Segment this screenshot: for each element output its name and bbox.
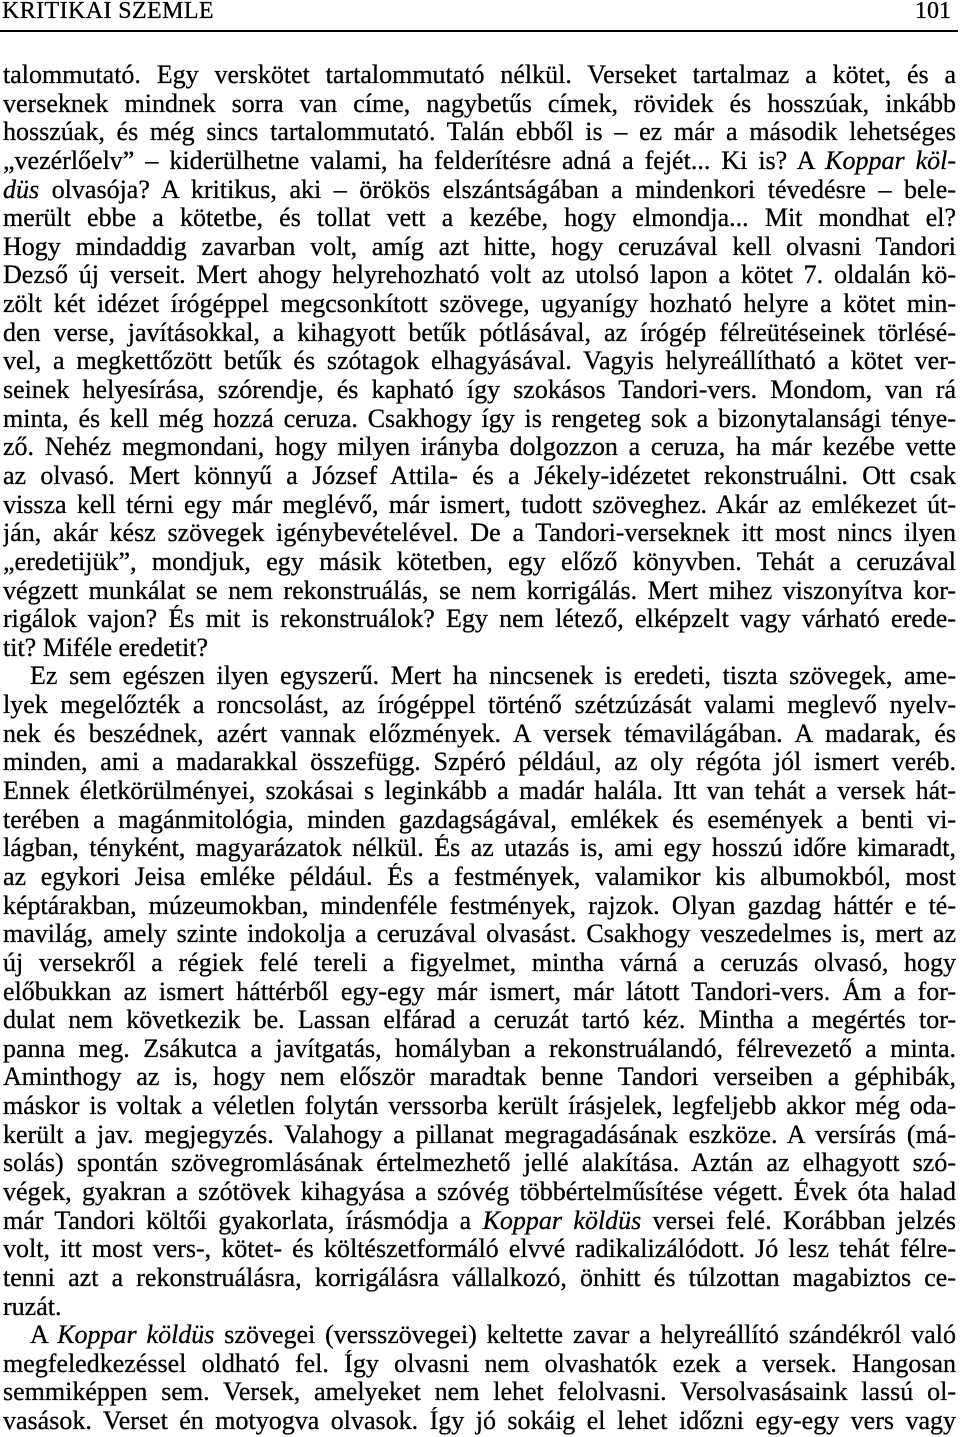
text-run: lyek megelőzték a roncsolást, az írógéppel történő szétzúzását valami meglevő nyelv- [3,691,956,720]
text-line [3,1035,956,1064]
text-run: minden, ami a madarakkal összefügg. Szpéró például, az oly régóta jól ismert veréb. [3,748,956,777]
text-run: már Tandori költői gyakorlata, írásmódja a [3,1206,483,1235]
page-header [0,0,960,34]
text-run: Aminthogy az is, hogy nem először maradtak benne Tandori verseiben a géphibák, [3,1063,956,1092]
text-line [3,806,956,835]
text-line [3,892,956,921]
text-run: dulat nem következik be. Lassan elfárad a ceruzát tartó kéz. Mintha a megértés tor- [3,1006,956,1035]
text-line [3,777,956,806]
text-line [3,1178,956,1207]
text-run: zölt két idézet írógéppel megcsonkított szövege, ugyanígy hozható helyre a kötet min- [3,290,956,319]
text-line [3,1121,956,1150]
text-run: A [30,1321,58,1350]
text-line [3,462,956,491]
text-line [3,347,956,376]
text-line [3,290,956,319]
text-line [3,691,956,720]
text-run: den verse, javításokkal, a kihagyott betűk pótlásával, az írógép félreütéseinek törlésé- [3,318,956,347]
text-run: vissza kell térni egy már meglévő, már ismert, tudott szöveghez. Akár az emlékezet út- [3,490,956,519]
text-run: olvasója? A kritikus, aki – örökös elszántságában a mindenkori tévedésre – bele- [39,175,956,204]
text-run: versei felé. Korábban jelzés [641,1206,956,1235]
text-run: tit? Miféle eredetit? [3,633,209,662]
text-run: új versekről a régiek felé tereli a figyelmet, mintha várná a ceruzás olvasó, hogy [3,948,956,977]
text-run: talommutató. Egy verskötet tartalommutató nélkül. Verseket tartalmaz a kötet, és a [3,61,956,89]
text-line [3,1149,956,1178]
text-line [3,920,956,949]
text-line [3,548,956,577]
text-line [3,720,956,749]
text-run: merült ebbe a kötetbe, és tollat vett a kezébe, hogy elmondja... Mit mondhat el? [3,204,956,233]
text-line [3,376,956,405]
text-line [3,1207,956,1236]
page-number: 101 [915,0,951,24]
text-run: ruzát. [3,1292,62,1321]
text-line [3,118,956,147]
text-run: „vezérlőelv” – kiderülhetne valami, ha felderítésre adná a fejét... Ki is? A [3,146,826,175]
text-line [3,662,956,691]
text-line [3,1264,956,1293]
text-run: képtárakban, múzeumokban, mindenféle festmények, rajzok. Olyan gazdag háttér e té- [3,891,956,920]
book-title: Koppar köldüs [482,1206,642,1235]
article-body [3,61,956,1436]
text-line [3,1092,956,1121]
text-line [3,261,956,290]
text-line [3,834,956,863]
book-title: Koppar köl- [825,146,956,175]
text-line [3,949,956,978]
text-run: nek és beszédnek, azért vannak előzmények. A versek témavilágában. A madarak, és [3,719,956,748]
text-run: solás) spontán szövegromlásának értelmezhető jellé alakítása. Aztán az elhagyott szó- [3,1149,956,1178]
text-run: vasások. Verset én motyogva olvasok. Így jó sokáig el lehet időzni egy-egy vers vagy [3,1407,956,1436]
text-run: ján, akár kész szövegek igénybevételével. De a Tandori-verseknek itt most nincs ilyen [3,519,956,548]
text-run: Hogy mindaddig zavarban volt, amíg azt hitte, hogy ceruzával kell olvasni Tandori [3,232,956,261]
text-run: végzett munkálat se nem rekonstruálás, se nem korrigálás. Mert mihez viszonyítva kor- [3,576,956,605]
text-line [3,978,956,1007]
text-run: hosszúak, és még sincs tartalommutató. Talán ebből is – ez már a második lehetséges [3,118,956,147]
text-run: Ennek életkörülményei, szokásai s leginkább a madár halála. Itt van tehát a versek hát- [3,777,956,806]
text-run: az egykori Jeisa emléke például. És a festmények, valamikor kis albumokból, most [3,862,956,891]
text-line [3,176,956,205]
paragraph [3,662,956,1321]
text-line [3,1006,956,1035]
text-line [3,634,956,663]
text-line [3,204,956,233]
text-run: vel, a megkettőzött betűk és szótagok elhagyásával. Vagyis helyreállítható a kötet ver- [3,347,956,376]
text-line [3,748,956,777]
text-line [3,405,956,434]
text-run: Ez sem egészen ilyen egyszerű. Mert ha nincsenek is eredeti, tiszta szövegek, ame- [30,662,956,691]
paragraph [3,61,956,662]
paragraph [3,1321,956,1436]
text-line [3,1235,956,1264]
running-head-title: KRITIKAI SZEMLE [2,0,214,24]
text-line [3,1321,956,1350]
text-line [3,433,956,462]
text-run: előbukkan az ismert háttérből egy-egy már ismert, már látott Tandori-vers. Ám a for- [3,977,956,1006]
text-run: Dezső új verseit. Mert ahogy helyrehozható volt az utolsó lapon a kötet 7. oldalán kö- [3,261,956,290]
text-run: máskor is voltak a véletlen folytán verssorba került írásjelek, legfeljebb akkor még oda- [3,1092,956,1121]
text-run: panna meg. Zsákutca a javítgatás, homályban a rekonstruálandó, félrevezető a minta. [3,1034,956,1063]
text-run: rigálok vajon? És mit is rekonstruálok? Egy nem létező, elképzelt vagy várható erede- [3,605,956,634]
text-line [3,491,956,520]
text-run: megfeledkezéssel oldható fel. Így olvasni nem olvashatók ezek a versek. Hangosan [3,1349,956,1378]
text-line [3,605,956,634]
text-run: végek, gyakran a szótövek kihagyása a szóvég többértelműsítése végett. Évek óta halad [3,1177,956,1206]
text-run: szövegei (versszövegei) keltette zavar a helyreállító szándékról való [214,1321,956,1350]
text-run: mavilág, amely szinte indokolja a ceruzával olvasást. Csakhogy veszedelmes is, mert az [3,920,956,949]
text-run: tenni azt a rekonstruálásra, korrigálásra vállalkozó, önhitt és túlzottan magabiztos ce- [3,1263,956,1292]
text-run: semmiképpen sem. Versek, amelyeket nem lehet felolvasni. Versolvasásaink lassú ol- [3,1378,956,1407]
text-run: lágban, tényként, magyarázatok nélkül. És az utazás is, ami egy hosszú időre kimaradt, [3,834,956,863]
text-run: az olvasó. Mert könnyű a József Attila- és a Jékely-idézetet rekonstruálni. Ott csak [3,461,956,490]
text-line [3,1063,956,1092]
text-line [3,319,956,348]
header-rule [0,30,958,32]
text-run: ző. Nehéz megmondani, hogy milyen irányba dolgozzon a ceruza, ha már kezébe vette [3,433,956,462]
text-run: „eredetijük”, mondjuk, egy másik kötetben, egy előző könyvben. Tehát a ceruzával [3,547,956,576]
book-title: düs [3,175,40,204]
book-title: Koppar köldüs [57,1321,215,1350]
text-line [3,147,956,176]
text-run: seinek helyesírása, szórendje, és kapható így szokásos Tandori-vers. Mondom, van rá [3,376,956,405]
text-line [3,1378,956,1407]
text-line [3,90,956,119]
text-line [3,519,956,548]
text-line [3,1350,956,1379]
text-line [3,1293,956,1322]
text-run: minta, és kell még hozzá ceruza. Csakhogy így is rengeteg sok a bizonytalansági ténye- [3,404,956,433]
text-line [3,863,956,892]
text-line [3,233,956,262]
text-run: volt, itt most vers-, kötet- és költészetformáló elvvé radikalizálódott. Jó lesz tehát félre- [3,1235,956,1264]
text-line [3,1407,956,1436]
text-line [3,61,956,90]
text-line [3,577,956,606]
text-run: terében a magánmitológia, minden gazdagságával, emlékek és események a benti vi- [3,805,956,834]
text-run: került a jav. megjegyzés. Valahogy a pillanat megragadásának eszköze. A versírás (má- [3,1120,956,1149]
text-run: verseknek mindnek sorra van címe, nagybetűs címek, rövidek és hosszúak, inkább [3,89,956,118]
